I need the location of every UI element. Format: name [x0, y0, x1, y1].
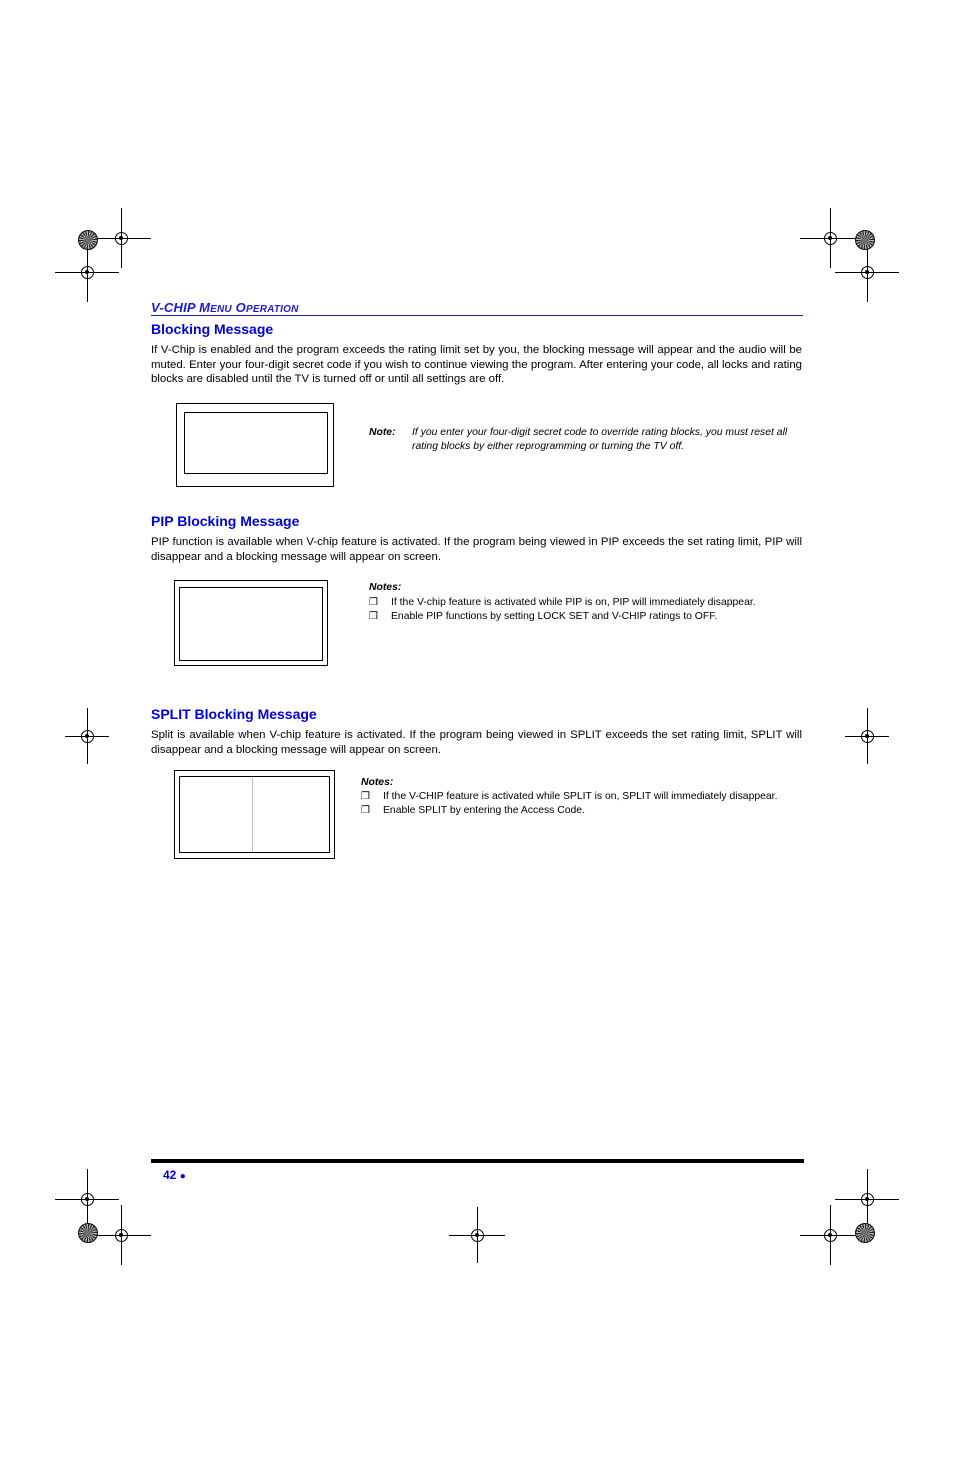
list-item: ❒ Enable PIP functions by setting LOCK SET and V-CHIP ratings to OFF.: [369, 611, 718, 622]
tv-screen-illustration: [176, 403, 334, 487]
page-number: 42 ●: [163, 1168, 186, 1182]
list-item: ❒ If the V-chip feature is activated while PIP is on, PIP will immediately disappear.: [369, 597, 756, 608]
registration-rosette-icon: [855, 1223, 875, 1243]
pip-screen-inner: [179, 587, 323, 661]
registration-rosette-icon: [78, 1223, 98, 1243]
pip-blocking-message-body: PIP function is available when V-chip feature is activated. If the program being viewed in PIP exceeds the set rating limit, PIP will disappear and a blocking message will appear on screen.: [151, 536, 802, 563]
registration-rosette-icon: [855, 230, 875, 250]
footer-rule: [151, 1159, 804, 1163]
list-item: ❒ If the V-CHIP feature is activated while SPLIT is on, SPLIT will immediately disappear.: [361, 791, 778, 802]
checkbox-bullet-icon: ❒: [369, 611, 378, 622]
split-blocking-message-body: Split is available when V-chip feature is activated. If the program being viewed in SPLIT exceeds the set rating limit, SPLIT will disappear and a blocking message will appear on screen.: [151, 729, 802, 756]
registration-rosette-icon: [78, 230, 98, 250]
note-label: Note:: [369, 427, 396, 438]
split-blocking-message-title: SPLIT Blocking Message: [151, 706, 317, 722]
bullet-dot-icon: ●: [179, 1171, 186, 1182]
split-notes-label: Notes:: [361, 777, 394, 788]
list-item: ❒ Enable SPLIT by entering the Access Code.: [361, 805, 585, 816]
blocking-message-title: Blocking Message: [151, 321, 274, 337]
split-screen-inner: [179, 776, 330, 853]
checkbox-bullet-icon: ❒: [369, 597, 378, 608]
pip-notes-list: [369, 596, 789, 624]
pip-screen-illustration: [174, 580, 328, 666]
pip-notes-label: Notes:: [369, 582, 402, 593]
split-notes-list: [361, 790, 788, 817]
blocking-message-body: If V-Chip is enabled and the program exceeds the rating limit set by you, the blocking message will appear and the audio will be muted. Enter your four-digit secret code if you wish to continue viewing the program. After entering your code, all locks and rating blocks are disabled until the TV is turned off or until all settings are off.: [151, 344, 802, 385]
split-divider: [252, 777, 253, 852]
tv-screen-inner: [184, 412, 328, 474]
section-header: [151, 299, 803, 316]
checkbox-bullet-icon: ❒: [361, 805, 370, 816]
split-screen-illustration: [174, 770, 335, 859]
pip-blocking-message-title: PIP Blocking Message: [151, 513, 300, 529]
note-text: If you enter your four-digit secret code to override rating blocks, you must reset all rating blocks by either reprogramming or turning the TV off.: [412, 427, 788, 452]
header-title: V-CHIP MENU OPERATION: [151, 300, 299, 315]
checkbox-bullet-icon: ❒: [361, 791, 370, 802]
